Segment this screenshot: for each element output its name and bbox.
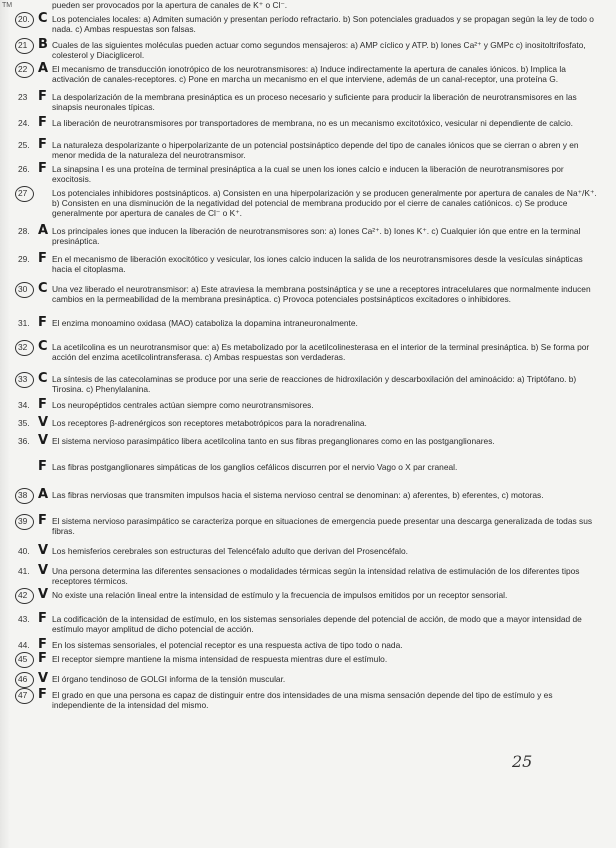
question-item	[18, 487, 604, 502]
handwritten-answer: V	[38, 415, 49, 430]
handwritten-answer: A	[38, 223, 49, 238]
question-item	[18, 415, 604, 430]
question-number: 43.	[18, 614, 30, 624]
question-text: El enzima monoamino oxidasa (MAO) cataboliza la dopamina intraneuronalmente.	[52, 318, 358, 328]
corner-mark: TM	[2, 2, 13, 9]
question-number: 24.	[18, 118, 30, 128]
question-item	[18, 11, 604, 34]
handwritten-answer: V	[38, 587, 49, 602]
handwritten-answer: F	[38, 611, 47, 626]
question-text: El sistema nervioso parasimpático se caracteriza porque en situaciones de emergencia puede presentar una descarga generalizada de todas sus fibras.	[52, 516, 593, 536]
question-number: 20.	[18, 14, 38, 24]
question-text: No existe una relación lineal entre la intensidad de estímulo y la frecuencia de impulsos emitidos por un receptor sensorial.	[52, 590, 508, 600]
question-number: 39	[18, 516, 38, 526]
question-number: 46	[18, 674, 38, 684]
question-number: 45	[18, 654, 38, 664]
question-text: La síntesis de las catecolaminas se produce por una serie de reacciones de hidroxilación y descarboxilación del aminoácido: a) Triptófano. b) Tirosina. c) Phenylalanina.	[52, 374, 577, 394]
question-item	[18, 371, 604, 394]
question-text: Los receptores β-adrenérgicos son receptores metabotrópicos para la noradrenalina.	[52, 418, 367, 428]
question-number: 35.	[18, 418, 30, 428]
question-item	[18, 611, 604, 634]
question-item	[18, 223, 604, 246]
handwritten-answer: V	[38, 671, 49, 686]
question-item	[18, 587, 604, 602]
handwritten-answer: F	[38, 161, 47, 176]
question-number: 44.	[18, 640, 30, 650]
question-number: 33	[18, 374, 38, 384]
handwritten-answer: F	[38, 89, 47, 104]
handwritten-answer: F	[38, 251, 47, 266]
question-text: El mecanismo de transducción ionotrópico de los neurotransmisores: a) Induce indirectamente la apertura de canales iónicos. b) Implica la activación de canales-receptores. c) Pone en marcha un mecanismo en el que interviene, además de un canal-receptor, una proteína G.	[52, 64, 566, 84]
question-item	[18, 315, 604, 330]
question-item	[18, 651, 604, 666]
question-number: 38	[18, 490, 38, 500]
question-number: 41.	[18, 566, 30, 576]
question-text: Una persona determina las diferentes sensaciones o modalidades térmicas según la intensidad relativa de estimulación de los diferentes tipos receptores térmicos.	[52, 566, 580, 586]
question-item	[18, 281, 604, 304]
question-text: pueden ser provocados por la apertura de canales de K⁺ o Cl⁻.	[52, 0, 288, 10]
question-text: Los potenciales locales: a) Admiten sumación y presentan período refractario. b) Son potenciales graduados y se propagan según la ley de todo o nada. c) Ambas respuestas son falsas.	[52, 14, 594, 34]
question-text: Los neuropéptidos centrales actúan siempre como neurotransmisores.	[52, 400, 314, 410]
question-item	[18, 687, 604, 710]
question-number: 36.	[18, 436, 30, 446]
handwritten-answer: F	[38, 315, 47, 330]
question-item	[18, 543, 604, 558]
question-text: Cuales de las siguientes moléculas pueden actuar como segundos mensajeros: a) AMP cíclico y ATP. b) Iones Ca²⁺ y GMPc c) inositoltrifosfato, colesterol y Diaciglicerol.	[52, 40, 586, 60]
question-text: La despolarización de la membrana presináptica es un proceso necesario y suficiente para producir la liberación de neurotransmisores en las sinapsis neuronales típicas.	[52, 92, 577, 112]
question-text: La sinapsina I es una proteína de terminal presináptica a la cual se unen los iones calcio e inducen la liberación de neurotransmisores por exocitosis.	[52, 164, 564, 184]
question-text: Los hemisferios cerebrales son estructuras del Telencéfalo adulto que derivan del Prosencéfalo.	[52, 546, 408, 556]
handwritten-answer: A	[38, 487, 49, 502]
handwritten-answer: F	[38, 397, 47, 412]
question-text: Los potenciales inhibidores postsinápticos. a) Consisten en una hiperpolarización y se producen generalmente por apertura de canales de Na⁺/K⁺. b) Consisten en una disminución de la negatividad del potencial de membrana producido por el cierre de canales catiónicos. c) Se produce generalmente por apertura de canales de Cl⁻ o K⁺.	[52, 188, 597, 218]
question-text: El órgano tendinoso de GOLGI informa de la tensión muscular.	[52, 674, 286, 684]
handwritten-answer: B	[38, 37, 48, 52]
question-text: El grado en que una persona es capaz de distinguir entre dos intensidades de una misma sensación depende del tipo de estímulo y es independiente de la intensidad del mismo.	[52, 690, 553, 710]
question-item	[18, 188, 604, 218]
page-number: 25	[512, 752, 533, 771]
question-item	[18, 671, 604, 686]
handwritten-answer: F	[38, 651, 47, 666]
handwritten-answer: A	[38, 61, 49, 76]
question-item	[18, 251, 604, 274]
question-text: El sistema nervioso parasimpático libera acetilcolina tanto en sus fibras preganglionares como en las postganglionares.	[52, 436, 495, 446]
question-number: 22	[18, 64, 38, 74]
handwritten-answer: C	[38, 371, 48, 386]
handwritten-answer: C	[38, 339, 48, 354]
handwritten-answer: F	[38, 637, 47, 652]
question-item	[18, 513, 604, 536]
question-text: La codificación de la intensidad de estímulo, en los sistemas sensoriales depende del potencial de acción, de modo que a mayor intensidad de estímulo mayor amplitud de dicho potencial de acción.	[52, 614, 582, 634]
question-item	[18, 637, 604, 652]
question-text: En los sistemas sensoriales, el potencial receptor es una respuesta activa de tipo todo o nada.	[52, 640, 403, 650]
question-number: 27	[18, 188, 38, 198]
handwritten-answer: V	[38, 563, 49, 578]
handwritten-answer: C	[38, 11, 48, 26]
handwritten-answer: C	[38, 281, 48, 296]
handwritten-answer: V	[38, 433, 49, 448]
question-item	[18, 397, 604, 412]
question-text: La acetilcolina es un neurotransmisor que: a) Es metabolizado por la acetilcolinesterasa en el interior de la terminal presináptica. b) Se forma por acción del enzima acetilcolintransferasa. c) Ambas respuestas son verdaderas.	[52, 342, 590, 362]
question-item	[18, 161, 604, 184]
handwritten-answer: V	[38, 543, 49, 558]
question-text: Los principales iones que inducen la liberación de neurotransmisores son: a) Iones Ca²⁺. b) Iones K⁺. c) Cualquier ión que entre en la terminal presináptica.	[52, 226, 581, 246]
question-number: 25.	[18, 140, 30, 150]
question-number: 29.	[18, 254, 30, 264]
question-number: 30	[18, 284, 38, 294]
question-number: 26.	[18, 164, 30, 174]
question-item	[18, 0, 604, 10]
question-item	[18, 61, 604, 84]
question-item	[18, 37, 604, 60]
handwritten-answer: F	[38, 115, 47, 130]
question-number: 47	[18, 690, 38, 700]
question-number: 32	[18, 342, 38, 352]
question-item	[18, 89, 604, 112]
question-number: 31.	[18, 318, 30, 328]
question-text: La liberación de neurotransmisores por transportadores de membrana, no es un mecanismo excitotóxico, vesicular ni dependiente de calcio.	[52, 118, 573, 128]
question-number: 40.	[18, 546, 30, 556]
question-number: 23	[18, 92, 28, 102]
question-number: 21	[18, 40, 38, 50]
question-number: 34.	[18, 400, 30, 410]
question-item	[18, 137, 604, 160]
question-item	[18, 115, 604, 130]
question-number: 42	[18, 590, 38, 600]
handwritten-answer: F	[38, 513, 47, 528]
question-text: Las fibras nerviosas que transmiten impulsos hacia el sistema nervioso central se denominan: a) aferentes, b) eferentes, c) motoras.	[52, 490, 544, 500]
question-item	[18, 459, 604, 474]
question-number: 28.	[18, 226, 30, 236]
question-item	[18, 339, 604, 362]
question-text: El receptor siempre mantiene la misma intensidad de respuesta mientras dure el estímulo.	[52, 654, 388, 664]
question-text: En el mecanismo de liberación exocitótico y vesicular, los iones calcio inducen la salida de los neurotransmisores desde la vesículas sinápticas hacia el citoplasma.	[52, 254, 583, 274]
question-text: La naturaleza despolarizante o hiperpolarizante de un potencial postsináptico depende del tipo de canales iónicos que se cierran o abren y en menor medida de la naturaleza del neurotransmisor.	[52, 140, 579, 160]
question-text: Las fibras postganglionares simpáticas de los ganglios cefálicos discurren por el nervio Vago o X par craneal.	[52, 462, 458, 472]
question-text: Una vez liberado el neurotransmisor: a) Este atraviesa la membrana postsináptica y se une a receptores intracelulares que normalmente inducen cambios en la permeabilidad de la membrana presináptica. c) Provoca potenciales postsinápticos excitadores o inhibidores.	[52, 284, 591, 304]
handwritten-answer: F	[38, 459, 47, 474]
handwritten-answer: F	[38, 137, 47, 152]
handwritten-answer: F	[38, 687, 47, 702]
scan-edge-shadow	[0, 0, 13, 848]
question-item	[18, 433, 604, 448]
question-item	[18, 563, 604, 586]
